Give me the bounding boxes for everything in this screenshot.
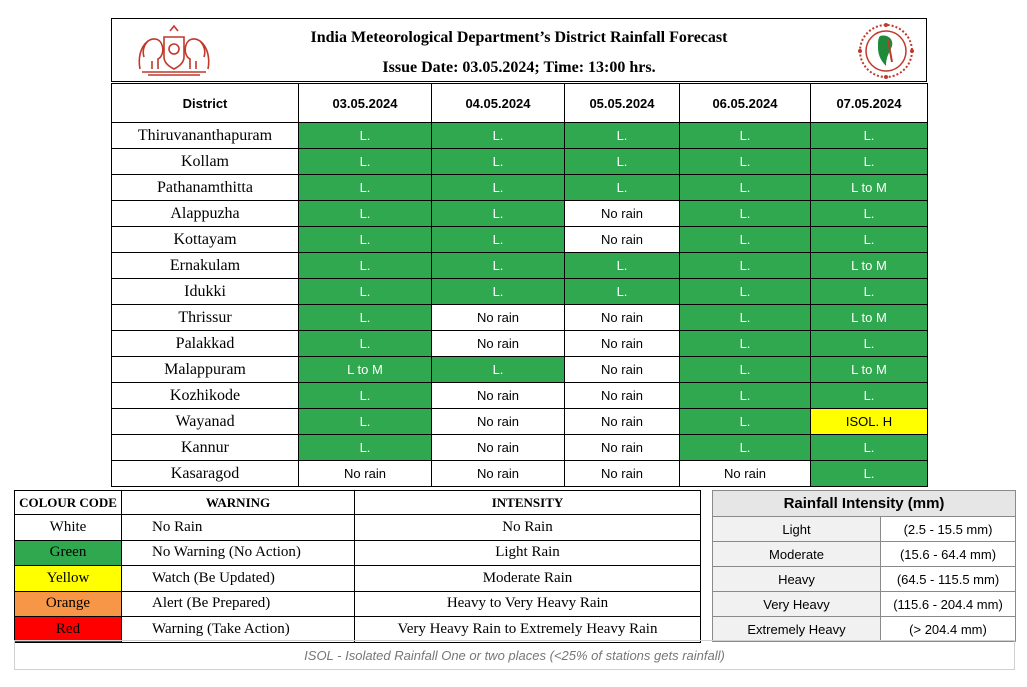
forecast-cell: L to M	[811, 175, 928, 201]
report-header	[111, 18, 927, 82]
table-row	[112, 201, 928, 227]
forecast-cell: L.	[299, 409, 432, 435]
forecast-cell: No rain	[432, 409, 565, 435]
forecast-cell: No rain	[565, 227, 680, 253]
warning-header: WARNING	[122, 491, 355, 515]
date-column-header: 03.05.2024	[299, 84, 432, 123]
forecast-cell: L.	[432, 227, 565, 253]
forecast-cell: L.	[299, 175, 432, 201]
table-row	[713, 592, 1016, 617]
forecast-cell: No rain	[299, 461, 432, 487]
forecast-cell: L.	[811, 201, 928, 227]
forecast-cell: ISOL. H	[811, 409, 928, 435]
forecast-header-row	[112, 84, 928, 123]
rainfall-intensity-header-row	[713, 491, 1016, 517]
district-name: Kasaragod	[112, 461, 299, 487]
table-row	[112, 435, 928, 461]
table-row	[112, 383, 928, 409]
forecast-cell: No rain	[432, 383, 565, 409]
table-row	[713, 517, 1016, 542]
table-row	[713, 542, 1016, 567]
forecast-cell: L.	[432, 175, 565, 201]
colour-code-swatch: Red	[15, 617, 122, 643]
forecast-cell: L to M	[811, 253, 928, 279]
intensity-label: Very Heavy	[713, 592, 881, 617]
forecast-cell: No rain	[432, 331, 565, 357]
warning-level: No Warning (No Action)	[122, 540, 355, 566]
table-row	[112, 409, 928, 435]
forecast-cell: L.	[680, 253, 811, 279]
issue-date: Issue Date: 03.05.2024; Time: 13:00 hrs.	[382, 59, 656, 76]
district-column-header: District	[112, 84, 299, 123]
forecast-cell: L.	[811, 123, 928, 149]
forecast-cell: L.	[565, 253, 680, 279]
forecast-cell: No rain	[680, 461, 811, 487]
district-name: Kannur	[112, 435, 299, 461]
forecast-cell: L.	[811, 279, 928, 305]
forecast-cell: L.	[811, 383, 928, 409]
forecast-cell: L.	[299, 331, 432, 357]
intensity-description: Heavy to Very Heavy Rain	[355, 591, 701, 617]
intensity-description: No Rain	[355, 515, 701, 541]
forecast-cell: L.	[680, 123, 811, 149]
table-row	[112, 461, 928, 487]
forecast-cell: L.	[299, 435, 432, 461]
forecast-cell: L.	[680, 305, 811, 331]
intensity-range: (> 204.4 mm)	[881, 617, 1016, 642]
table-row	[713, 617, 1016, 642]
forecast-cell: L.	[432, 279, 565, 305]
forecast-cell: No rain	[565, 409, 680, 435]
colour-code-header-row	[15, 491, 701, 515]
district-name: Kollam	[112, 149, 299, 175]
forecast-cell: L.	[680, 149, 811, 175]
date-column-header: 05.05.2024	[565, 84, 680, 123]
district-name: Ernakulam	[112, 253, 299, 279]
colour-code-swatch: Yellow	[15, 566, 122, 592]
table-row	[112, 149, 928, 175]
forecast-cell: L.	[811, 435, 928, 461]
forecast-cell: L.	[299, 201, 432, 227]
forecast-cell: L to M	[811, 305, 928, 331]
isol-footnote: ISOL - Isolated Rainfall One or two places (<25% of stations gets rainfall)	[14, 640, 1015, 670]
forecast-cell: L to M	[299, 357, 432, 383]
forecast-cell: L.	[680, 175, 811, 201]
imd-logo-icon	[856, 22, 916, 80]
forecast-cell: No rain	[565, 201, 680, 227]
forecast-cell: L to M	[811, 357, 928, 383]
table-row	[112, 331, 928, 357]
forecast-cell: L.	[565, 175, 680, 201]
district-name: Idukki	[112, 279, 299, 305]
date-column-header: 06.05.2024	[680, 84, 811, 123]
forecast-cell: L.	[680, 279, 811, 305]
forecast-cell: L.	[565, 279, 680, 305]
intensity-label: Moderate	[713, 542, 881, 567]
forecast-cell: L.	[299, 279, 432, 305]
forecast-cell: L.	[680, 383, 811, 409]
colour-code-table	[14, 490, 701, 643]
district-name: Alappuzha	[112, 201, 299, 227]
warning-level: Watch (Be Updated)	[122, 566, 355, 592]
date-column-header: 07.05.2024	[811, 84, 928, 123]
district-name: Thiruvananthapuram	[112, 123, 299, 149]
forecast-cell: L.	[811, 227, 928, 253]
colour-code-swatch: White	[15, 515, 122, 541]
forecast-cell: L.	[299, 253, 432, 279]
forecast-cell: L.	[811, 461, 928, 487]
forecast-cell: No rain	[432, 435, 565, 461]
forecast-cell: No rain	[565, 461, 680, 487]
district-name: Wayanad	[112, 409, 299, 435]
intensity-range: (115.6 - 204.4 mm)	[881, 592, 1016, 617]
intensity-range: (64.5 - 115.5 mm)	[881, 567, 1016, 592]
forecast-cell: L.	[299, 149, 432, 175]
table-row	[15, 591, 701, 617]
forecast-cell: L.	[680, 331, 811, 357]
district-name: Palakkad	[112, 331, 299, 357]
forecast-cell: No rain	[565, 331, 680, 357]
colour-code-swatch: Green	[15, 540, 122, 566]
table-row	[112, 253, 928, 279]
intensity-label: Light	[713, 517, 881, 542]
forecast-cell: L.	[299, 305, 432, 331]
intensity-description: Moderate Rain	[355, 566, 701, 592]
intensity-description: Light Rain	[355, 540, 701, 566]
forecast-table	[111, 83, 928, 487]
forecast-cell: L.	[680, 435, 811, 461]
forecast-cell: No rain	[565, 383, 680, 409]
forecast-cell: L.	[432, 201, 565, 227]
forecast-cell: L.	[680, 201, 811, 227]
forecast-cell: L.	[432, 149, 565, 175]
district-name: Kottayam	[112, 227, 299, 253]
rainfall-intensity-table	[712, 490, 1016, 642]
colour-code-header: COLOUR CODE	[15, 491, 122, 515]
rainfall-intensity-title: Rainfall Intensity (mm)	[713, 491, 1016, 517]
forecast-cell: No rain	[565, 305, 680, 331]
district-name: Thrissur	[112, 305, 299, 331]
forecast-cell: L.	[680, 357, 811, 383]
forecast-cell: L.	[565, 123, 680, 149]
forecast-cell: L.	[811, 331, 928, 357]
table-row	[15, 617, 701, 643]
intensity-label: Extremely Heavy	[713, 617, 881, 642]
intensity-label: Heavy	[713, 567, 881, 592]
intensity-range: (2.5 - 15.5 mm)	[881, 517, 1016, 542]
district-name: Malappuram	[112, 357, 299, 383]
table-row	[15, 540, 701, 566]
table-row	[112, 175, 928, 201]
forecast-cell: No rain	[565, 435, 680, 461]
date-column-header: 04.05.2024	[432, 84, 565, 123]
district-name: Pathanamthitta	[112, 175, 299, 201]
forecast-cell: L.	[299, 227, 432, 253]
forecast-cell: L.	[299, 383, 432, 409]
intensity-header: INTENSITY	[355, 491, 701, 515]
table-row	[112, 279, 928, 305]
forecast-cell: No rain	[432, 461, 565, 487]
intensity-description: Very Heavy Rain to Extremely Heavy Rain	[355, 617, 701, 643]
table-row	[112, 123, 928, 149]
warning-level: No Rain	[122, 515, 355, 541]
forecast-cell: No rain	[565, 357, 680, 383]
district-name: Kozhikode	[112, 383, 299, 409]
forecast-cell: L.	[432, 123, 565, 149]
forecast-cell: No rain	[432, 305, 565, 331]
forecast-cell: L.	[680, 227, 811, 253]
table-row	[112, 227, 928, 253]
intensity-range: (15.6 - 64.4 mm)	[881, 542, 1016, 567]
colour-code-swatch: Orange	[15, 591, 122, 617]
forecast-cell: L.	[680, 409, 811, 435]
report-title: India Meteorological Department’s District Rainfall Forecast	[310, 29, 728, 46]
forecast-cell: L.	[811, 149, 928, 175]
forecast-cell: L.	[299, 123, 432, 149]
warning-level: Alert (Be Prepared)	[122, 591, 355, 617]
table-row	[15, 566, 701, 592]
warning-level: Warning (Take Action)	[122, 617, 355, 643]
forecast-cell: L.	[432, 253, 565, 279]
forecast-cell: L.	[565, 149, 680, 175]
table-row	[112, 305, 928, 331]
table-row	[112, 357, 928, 383]
table-row	[15, 515, 701, 541]
table-row	[713, 567, 1016, 592]
forecast-cell: L.	[432, 357, 565, 383]
